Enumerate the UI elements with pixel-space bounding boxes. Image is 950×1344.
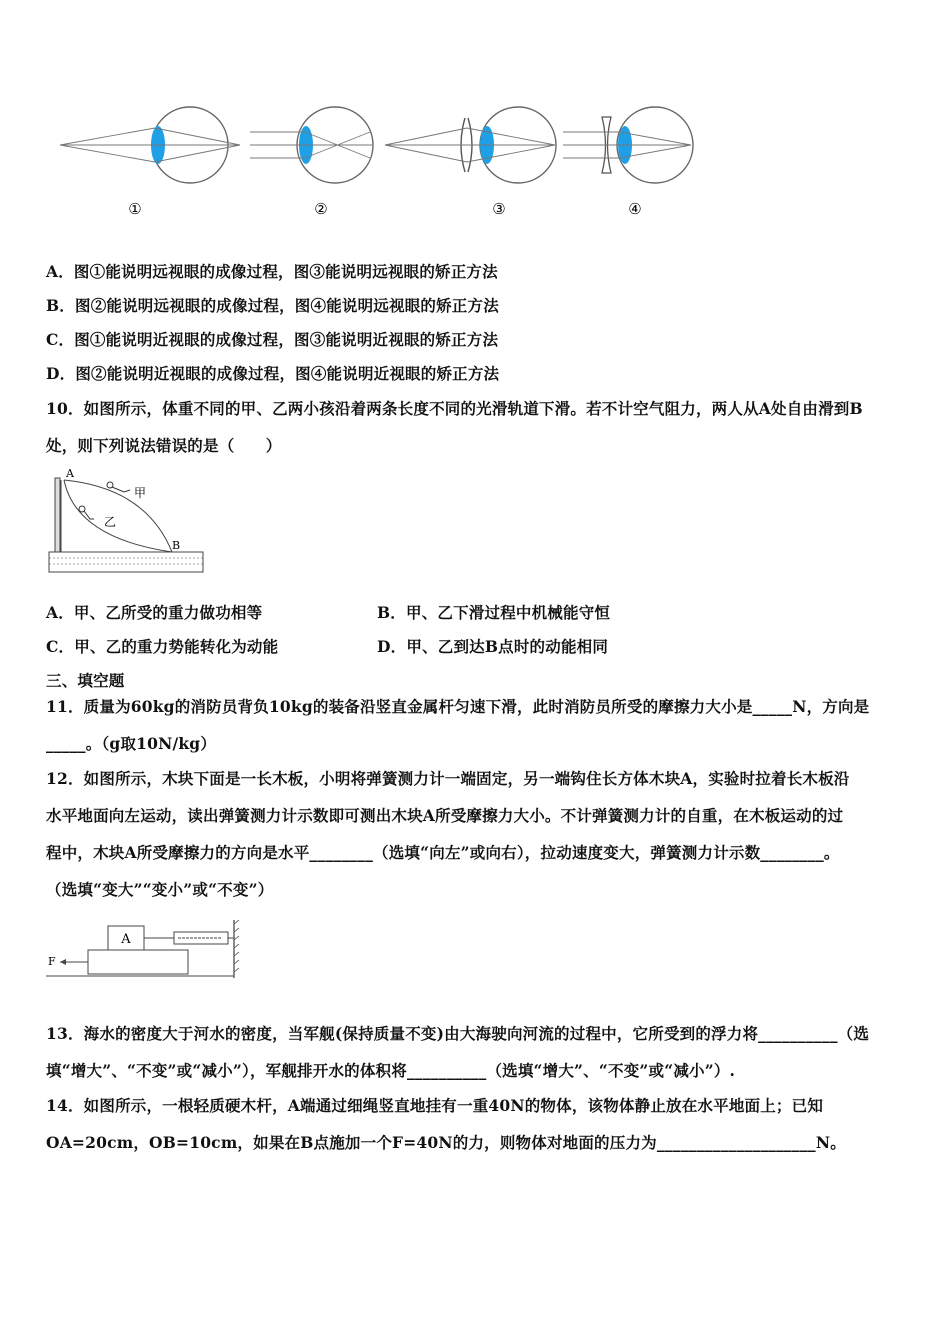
- q10-option-b: B．甲、乙下滑过程中机械能守恒: [377, 603, 611, 622]
- q11-line1: 11．质量为60kg的消防员背负10kg的装备沿竖直金属杆匀速下滑，此时消防员所受的摩擦力大小是_____N，方向是: [46, 697, 870, 716]
- eye-label-4: ④: [628, 200, 642, 218]
- q10-option-a: A．甲、乙所受的重力做功相等: [46, 603, 263, 622]
- q12-line1: 12．如图所示，木块下面是一长木板，小明将弹簧测力计一端固定，另一端钩住长方体木块A，实验时拉着长木板沿: [46, 769, 850, 788]
- eye-diagram-2: [250, 107, 373, 218]
- q10-stem-line1: 10．如图所示，体重不同的甲、乙两小孩沿着两条长度不同的光滑轨道下滑。若不计空气阻力，两人从A处自由滑到B: [46, 399, 863, 418]
- q11-line2: _____。（g取10N/kg）: [46, 734, 217, 753]
- eye-label-3: ③: [492, 200, 506, 218]
- q9-option-b: B．图②能说明远视眼的成像过程，图④能说明远视眼的矫正方法: [46, 296, 499, 315]
- q12-line2: 水平地面向左运动，读出弹簧测力计示数即可测出木块A所受摩擦力大小。不计弹簧测力计的自重，在木板运动的过: [46, 806, 844, 825]
- q12-line4: （选填“变大”“变小”或“不变”）: [46, 880, 274, 899]
- q14-line1: 14．如图所示，一根轻质硬木杆，A端通过细绳竖直地挂有一重40N的物体，该物体静止放在水平地面上；已知: [46, 1096, 824, 1115]
- eye-label-1: ①: [128, 200, 142, 218]
- point-b-label: B: [172, 539, 181, 552]
- q9-option-a: A．图①能说明远视眼的成像过程，图③能说明远视眼的矫正方法: [46, 262, 498, 281]
- section-heading: 三、填空题: [46, 671, 125, 690]
- block-a-label: A: [121, 932, 131, 947]
- friction-experiment-figure: [46, 918, 246, 982]
- eye-diagram-1: [60, 107, 240, 218]
- q9-option-c: C．图①能说明近视眼的成像过程，图③能说明近视眼的矫正方法: [46, 330, 499, 349]
- eye-diagram-3: [385, 107, 556, 218]
- eye-diagram-4: [563, 107, 693, 218]
- point-a-label: A: [66, 468, 74, 480]
- q9-option-d: D．图②能说明近视眼的成像过程，图④能说明近视眼的矫正方法: [46, 364, 500, 383]
- eye-diagrams-figure: [55, 100, 715, 225]
- q10-option-c: C．甲、乙的重力势能转化为动能: [46, 637, 279, 656]
- eye-label-2: ②: [314, 200, 328, 218]
- slide-track-figure: [46, 468, 206, 576]
- q14-line2: OA=20cm，OB=10cm，如果在B点施加一个F=40N的力，则物体对地面的压力为____________________N。: [46, 1133, 846, 1152]
- force-f-label: F: [48, 955, 56, 968]
- q10-option-d: D．甲、乙到达B点时的动能相同: [377, 637, 609, 656]
- q10-stem-line2: 处，则下列说法错误的是（ ）: [46, 436, 282, 455]
- q12-line3: 程中，木块A所受摩擦力的方向是水平________（选填“向左”或向右），拉动速度变大，弹簧测力计示数________。: [46, 843, 840, 862]
- q13-line1: 13．海水的密度大于河水的密度，当军舰(保持质量不变)由大海驶向河流的过程中，它所受到的浮力将__________（选: [46, 1024, 870, 1043]
- q13-line2: 填“增大”、“不变”或“减小”），军舰排开水的体积将__________（选填“增大”、“不变”或“减小”）.: [46, 1061, 736, 1080]
- child-yi-label: 乙: [104, 515, 117, 529]
- child-jia-label: 甲: [134, 486, 147, 500]
